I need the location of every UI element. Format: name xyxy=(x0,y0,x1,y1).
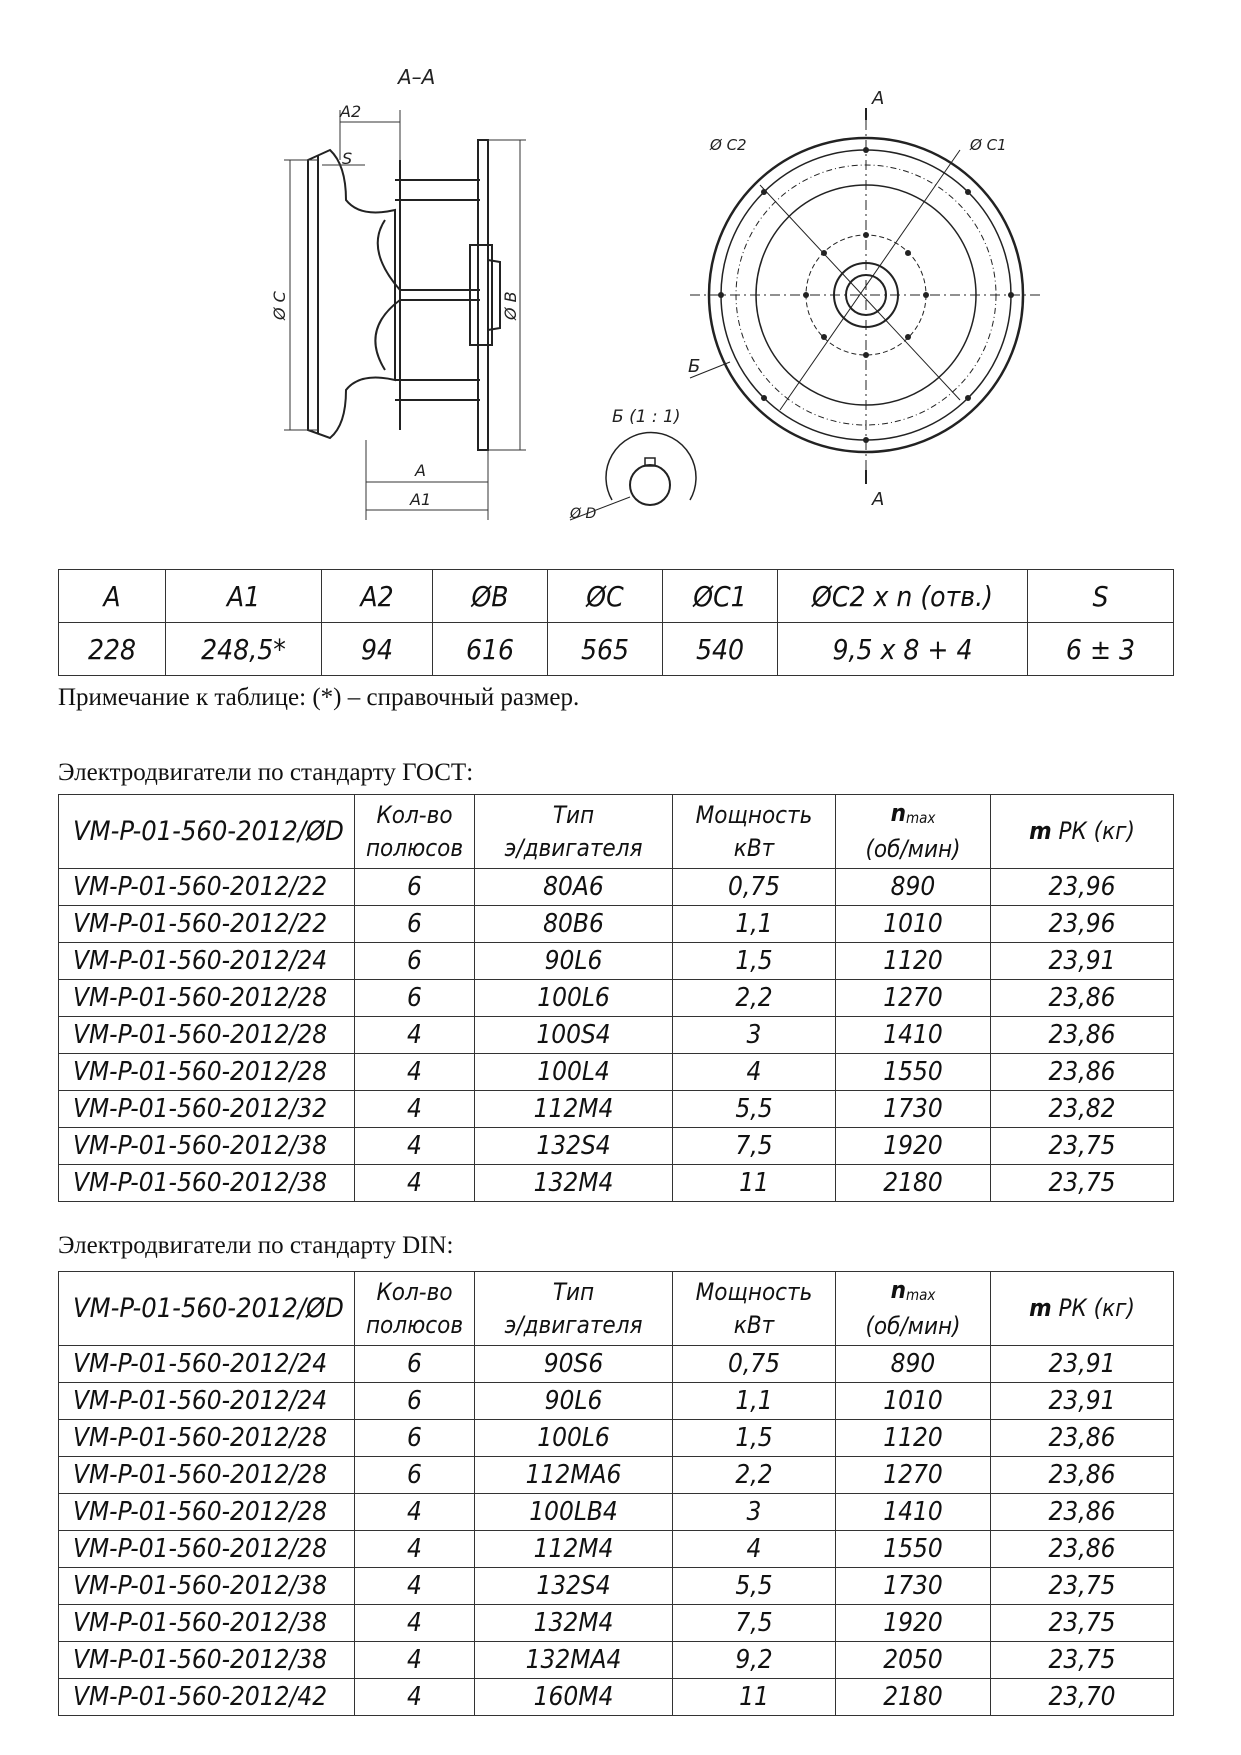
gost-cell-type: 132S4 xyxy=(475,1128,673,1165)
din-cell-poles: 6 xyxy=(355,1383,475,1420)
front-view xyxy=(690,108,1040,484)
gost-header-type-2: э/двигателя xyxy=(504,833,643,862)
din-header-power xyxy=(673,1272,836,1346)
gost-table xyxy=(58,794,1174,1202)
din-header-type-2: э/двигателя xyxy=(504,1310,643,1339)
gost-cell-type: 80B6 xyxy=(475,906,673,943)
gost-header-poles-2: полюсов xyxy=(365,833,464,862)
gost-cell-mass: 23,96 xyxy=(991,906,1174,943)
gost-cell-mass: 23,75 xyxy=(991,1128,1174,1165)
din-cell-poles: 6 xyxy=(355,1457,475,1494)
din-table-row xyxy=(59,1568,1174,1605)
din-cell-power: 4 xyxy=(673,1531,836,1568)
din-header-poles-2: полюсов xyxy=(365,1310,464,1339)
dim-header-a2: A2 xyxy=(322,570,433,623)
din-header-mass-rest: РК (кг) xyxy=(1051,1294,1135,1322)
din-header-poles xyxy=(355,1272,475,1346)
din-cell-power: 2,2 xyxy=(673,1457,836,1494)
din-table-row xyxy=(59,1383,1174,1420)
dim-value-a: 228 xyxy=(59,623,166,676)
gost-cell-type: 100L6 xyxy=(475,980,673,1017)
din-cell-model: VM-P-01-560-2012/42 xyxy=(59,1679,355,1716)
dimensions-table xyxy=(58,569,1174,676)
din-header-power-1: Мощность xyxy=(695,1277,813,1306)
gost-header-mass-rest: РК (кг) xyxy=(1051,817,1135,845)
label-section: А–А xyxy=(398,65,436,89)
din-header-type xyxy=(475,1272,673,1346)
label-dd: Ø D xyxy=(570,506,597,522)
din-cell-poles: 4 xyxy=(355,1494,475,1531)
din-cell-speed: 1010 xyxy=(836,1383,991,1420)
dim-header-s: S xyxy=(1028,570,1174,623)
label-c2: Ø С2 xyxy=(710,136,747,154)
din-header-row xyxy=(59,1272,1174,1346)
din-header-mass-m: m xyxy=(1029,1294,1052,1322)
gost-cell-type: 100L4 xyxy=(475,1054,673,1091)
din-cell-model: VM-P-01-560-2012/28 xyxy=(59,1420,355,1457)
gost-cell-speed: 1120 xyxy=(836,943,991,980)
label-a: A xyxy=(415,461,426,480)
din-cell-mass: 23,86 xyxy=(991,1420,1174,1457)
din-cell-mass: 23,91 xyxy=(991,1346,1174,1383)
gost-cell-mass: 23,86 xyxy=(991,980,1174,1017)
gost-table-row xyxy=(59,1017,1174,1054)
din-cell-type: 132MA4 xyxy=(475,1642,673,1679)
gost-table-row xyxy=(59,1054,1174,1091)
din-cell-type: 90S6 xyxy=(475,1346,673,1383)
dim-value-c: 565 xyxy=(548,623,663,676)
label-a2: A2 xyxy=(340,102,362,121)
label-a1: A1 xyxy=(410,490,432,509)
gost-cell-power: 1,5 xyxy=(673,943,836,980)
din-cell-power: 0,75 xyxy=(673,1346,836,1383)
label-cut-top: А xyxy=(872,88,885,109)
gost-table-row xyxy=(59,869,1174,906)
din-cell-model: VM-P-01-560-2012/38 xyxy=(59,1568,355,1605)
din-header-speed-sub: max xyxy=(905,1286,936,1304)
gost-cell-model: VM-P-01-560-2012/38 xyxy=(59,1165,355,1202)
din-cell-mass: 23,86 xyxy=(991,1457,1174,1494)
din-header-poles-1: Кол-во xyxy=(376,1277,453,1306)
din-cell-mass: 23,86 xyxy=(991,1531,1174,1568)
din-cell-type: 132S4 xyxy=(475,1568,673,1605)
din-cell-power: 5,5 xyxy=(673,1568,836,1605)
din-cell-model: VM-P-01-560-2012/28 xyxy=(59,1531,355,1568)
dim-header-b: ØB xyxy=(433,570,548,623)
din-header-type-1: Тип xyxy=(552,1277,595,1306)
gost-cell-power: 1,1 xyxy=(673,906,836,943)
din-cell-speed: 890 xyxy=(836,1346,991,1383)
din-cell-poles: 6 xyxy=(355,1346,475,1383)
gost-cell-speed: 1920 xyxy=(836,1128,991,1165)
gost-header-speed-sub: max xyxy=(905,809,936,827)
gost-cell-poles: 6 xyxy=(355,869,475,906)
din-cell-model: VM-P-01-560-2012/28 xyxy=(59,1457,355,1494)
gost-table-row xyxy=(59,980,1174,1017)
din-cell-type: 100L6 xyxy=(475,1420,673,1457)
gost-cell-type: 112M4 xyxy=(475,1091,673,1128)
gost-cell-model: VM-P-01-560-2012/24 xyxy=(59,943,355,980)
din-cell-power: 11 xyxy=(673,1679,836,1716)
gost-body xyxy=(59,869,1174,1202)
gost-cell-model: VM-P-01-560-2012/22 xyxy=(59,869,355,906)
technical-drawing xyxy=(0,0,1241,550)
din-table-row xyxy=(59,1642,1174,1679)
din-cell-speed: 1270 xyxy=(836,1457,991,1494)
gost-cell-type: 100S4 xyxy=(475,1017,673,1054)
gost-header-poles-1: Кол-во xyxy=(376,800,453,829)
dim-value-a1: 248,5* xyxy=(166,623,322,676)
gost-cell-mass: 23,86 xyxy=(991,1017,1174,1054)
din-table xyxy=(58,1271,1174,1716)
din-table-row xyxy=(59,1605,1174,1642)
dimensions-header-row xyxy=(59,570,1174,623)
dim-value-b: 616 xyxy=(433,623,548,676)
din-cell-poles: 4 xyxy=(355,1605,475,1642)
gost-table-row xyxy=(59,1128,1174,1165)
label-c1: Ø С1 xyxy=(970,136,1007,154)
din-cell-power: 9,2 xyxy=(673,1642,836,1679)
gost-cell-model: VM-P-01-560-2012/28 xyxy=(59,1054,355,1091)
din-cell-model: VM-P-01-560-2012/38 xyxy=(59,1642,355,1679)
gost-cell-power: 3 xyxy=(673,1017,836,1054)
dim-header-a1: A1 xyxy=(166,570,322,623)
din-cell-mass: 23,70 xyxy=(991,1679,1174,1716)
label-db: Ø В xyxy=(501,291,520,320)
gost-cell-type: 132M4 xyxy=(475,1165,673,1202)
din-cell-model: VM-P-01-560-2012/24 xyxy=(59,1346,355,1383)
din-cell-type: 132M4 xyxy=(475,1605,673,1642)
din-cell-type: 112M4 xyxy=(475,1531,673,1568)
label-dc: Ø С xyxy=(270,291,289,320)
dim-value-c2: 9,5 х 8 + 4 xyxy=(778,623,1028,676)
gost-header-poles xyxy=(355,795,475,869)
din-table-row xyxy=(59,1457,1174,1494)
din-cell-model: VM-P-01-560-2012/28 xyxy=(59,1494,355,1531)
gost-cell-power: 4 xyxy=(673,1054,836,1091)
gost-cell-speed: 1010 xyxy=(836,906,991,943)
dim-header-c2: ØC2 x n (отв.) xyxy=(778,570,1028,623)
din-cell-speed: 2180 xyxy=(836,1679,991,1716)
din-cell-speed: 1550 xyxy=(836,1531,991,1568)
gost-cell-poles: 4 xyxy=(355,1091,475,1128)
gost-header-power-2: кВт xyxy=(733,833,775,862)
din-cell-type: 160M4 xyxy=(475,1679,673,1716)
dim-header-c: ØC xyxy=(548,570,663,623)
gost-cell-poles: 4 xyxy=(355,1128,475,1165)
gost-header-model: VM-P-01-560-2012/ØD xyxy=(59,795,355,869)
gost-cell-power: 5,5 xyxy=(673,1091,836,1128)
gost-table-row xyxy=(59,906,1174,943)
din-cell-type: 112MA6 xyxy=(475,1457,673,1494)
din-table-row xyxy=(59,1420,1174,1457)
dimensions-value-row xyxy=(59,623,1174,676)
section-view xyxy=(308,140,500,450)
din-cell-type: 90L6 xyxy=(475,1383,673,1420)
din-cell-speed: 1120 xyxy=(836,1420,991,1457)
label-s: S xyxy=(342,149,353,168)
gost-cell-mass: 23,75 xyxy=(991,1165,1174,1202)
din-header-power-2: кВт xyxy=(733,1310,775,1339)
gost-header-mass-m: m xyxy=(1029,817,1052,845)
gost-header-type-1: Тип xyxy=(552,800,595,829)
gost-header-speed-unit: (об/мин) xyxy=(865,835,961,863)
gost-cell-mass: 23,86 xyxy=(991,1054,1174,1091)
gost-cell-poles: 6 xyxy=(355,943,475,980)
gost-cell-model: VM-P-01-560-2012/32 xyxy=(59,1091,355,1128)
din-cell-speed: 1410 xyxy=(836,1494,991,1531)
din-table-row xyxy=(59,1494,1174,1531)
gost-header-row xyxy=(59,795,1174,869)
gost-cell-mass: 23,91 xyxy=(991,943,1174,980)
din-table-row xyxy=(59,1346,1174,1383)
gost-cell-model: VM-P-01-560-2012/28 xyxy=(59,1017,355,1054)
din-cell-poles: 4 xyxy=(355,1531,475,1568)
din-cell-poles: 6 xyxy=(355,1420,475,1457)
gost-cell-speed: 890 xyxy=(836,869,991,906)
dim-header-c1: ØC1 xyxy=(663,570,778,623)
din-header-speed-unit: (об/мин) xyxy=(865,1312,961,1340)
din-header-speed xyxy=(836,1272,991,1346)
gost-cell-poles: 4 xyxy=(355,1054,475,1091)
din-cell-power: 3 xyxy=(673,1494,836,1531)
din-cell-speed: 2050 xyxy=(836,1642,991,1679)
gost-header-speed xyxy=(836,795,991,869)
label-b: Б xyxy=(688,356,701,377)
din-cell-mass: 23,91 xyxy=(991,1383,1174,1420)
gost-header-power-1: Мощность xyxy=(695,800,813,829)
section-dimensions xyxy=(284,110,526,520)
gost-cell-speed: 1730 xyxy=(836,1091,991,1128)
gost-header-type xyxy=(475,795,673,869)
gost-cell-speed: 1270 xyxy=(836,980,991,1017)
din-cell-poles: 4 xyxy=(355,1568,475,1605)
dim-value-a2: 94 xyxy=(322,623,433,676)
gost-cell-poles: 6 xyxy=(355,906,475,943)
table-note: Примечание к таблице: (*) – справочный размер. xyxy=(58,684,580,711)
din-cell-mass: 23,75 xyxy=(991,1568,1174,1605)
din-cell-model: VM-P-01-560-2012/38 xyxy=(59,1605,355,1642)
label-detail: Б (1 : 1) xyxy=(612,407,681,427)
gost-cell-poles: 6 xyxy=(355,980,475,1017)
din-cell-speed: 1920 xyxy=(836,1605,991,1642)
din-table-row xyxy=(59,1679,1174,1716)
din-header-model: VM-P-01-560-2012/ØD xyxy=(59,1272,355,1346)
din-cell-power: 1,5 xyxy=(673,1420,836,1457)
gost-cell-poles: 4 xyxy=(355,1165,475,1202)
gost-cell-mass: 23,96 xyxy=(991,869,1174,906)
gost-cell-speed: 1410 xyxy=(836,1017,991,1054)
gost-cell-type: 80A6 xyxy=(475,869,673,906)
din-cell-poles: 4 xyxy=(355,1679,475,1716)
gost-cell-model: VM-P-01-560-2012/28 xyxy=(59,980,355,1017)
gost-header-mass xyxy=(991,795,1174,869)
gost-table-row xyxy=(59,1091,1174,1128)
din-title: Электродвигатели по стандарту DIN: xyxy=(58,1232,454,1259)
din-body xyxy=(59,1346,1174,1716)
din-cell-power: 1,1 xyxy=(673,1383,836,1420)
din-table-row xyxy=(59,1531,1174,1568)
gost-cell-power: 11 xyxy=(673,1165,836,1202)
din-cell-mass: 23,75 xyxy=(991,1605,1174,1642)
din-cell-mass: 23,75 xyxy=(991,1642,1174,1679)
dim-value-s: 6 ± 3 xyxy=(1028,623,1174,676)
gost-title: Электродвигатели по стандарту ГОСТ: xyxy=(58,759,474,786)
din-cell-mass: 23,86 xyxy=(991,1494,1174,1531)
gost-cell-poles: 4 xyxy=(355,1017,475,1054)
gost-cell-mass: 23,82 xyxy=(991,1091,1174,1128)
dim-value-c1: 540 xyxy=(663,623,778,676)
din-header-speed-n: n xyxy=(890,1276,906,1304)
gost-header-power xyxy=(673,795,836,869)
label-cut-bottom: А xyxy=(872,489,885,510)
gost-cell-type: 90L6 xyxy=(475,943,673,980)
din-cell-model: VM-P-01-560-2012/24 xyxy=(59,1383,355,1420)
gost-cell-model: VM-P-01-560-2012/38 xyxy=(59,1128,355,1165)
gost-cell-power: 2,2 xyxy=(673,980,836,1017)
gost-cell-power: 0,75 xyxy=(673,869,836,906)
din-cell-poles: 4 xyxy=(355,1642,475,1679)
din-header-mass xyxy=(991,1272,1174,1346)
din-cell-power: 7,5 xyxy=(673,1605,836,1642)
gost-table-row xyxy=(59,943,1174,980)
gost-cell-model: VM-P-01-560-2012/22 xyxy=(59,906,355,943)
gost-cell-speed: 1550 xyxy=(836,1054,991,1091)
din-cell-type: 100LB4 xyxy=(475,1494,673,1531)
gost-cell-speed: 2180 xyxy=(836,1165,991,1202)
gost-table-row xyxy=(59,1165,1174,1202)
gost-header-speed-n: n xyxy=(890,799,906,827)
dim-header-a: A xyxy=(59,570,166,623)
din-cell-speed: 1730 xyxy=(836,1568,991,1605)
gost-cell-power: 7,5 xyxy=(673,1128,836,1165)
